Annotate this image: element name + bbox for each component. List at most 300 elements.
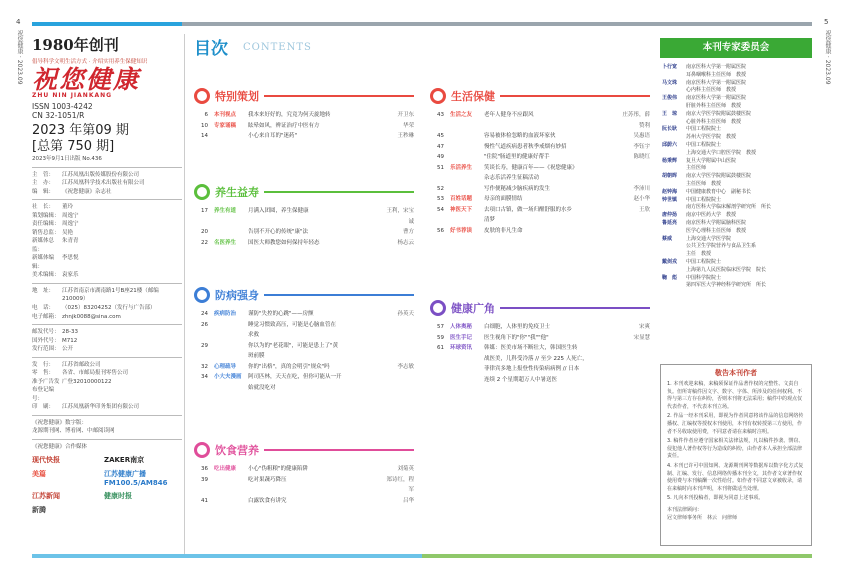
toc-title: 目次 (194, 39, 228, 59)
postal-codes (32, 328, 182, 354)
article-title-continued: 清梦 (484, 217, 496, 223)
article-row (194, 341, 414, 352)
article-page: 22 (201, 239, 208, 246)
article-title-continued: 斑前膜 (248, 353, 265, 359)
section-icon (430, 88, 446, 104)
bottom-bar-left (32, 554, 422, 558)
toc-subtitle: CONTENTS (243, 42, 312, 53)
article-row (430, 142, 650, 153)
info-key: 电子邮箱： (32, 313, 60, 320)
section-rule (264, 95, 414, 97)
expert-title: 医学心理科主任医师 教授 (686, 227, 747, 234)
expert-entry (662, 173, 812, 181)
article-author: 刘菊英 (397, 466, 414, 472)
article-column (450, 184, 484, 195)
distribution-info (32, 361, 182, 412)
toc-section (194, 285, 414, 393)
expert-title: 主任医师 (686, 165, 707, 172)
article-author-continued (384, 383, 414, 394)
expert-affiliation: 中国健康教育中心 副秘书长 (686, 188, 752, 195)
expert-entry (662, 142, 812, 150)
expert-committee-title: 本刊专家委员会 (660, 38, 812, 58)
expert-title: 心内科主任医师 教授 (686, 87, 737, 94)
section-rule (264, 294, 414, 296)
toc-section (430, 86, 650, 236)
info-key: 主 办： (32, 180, 55, 187)
expert-affiliation: 南京医科大学第一附属医院 (686, 64, 747, 70)
article-row-continued (430, 364, 650, 375)
expert-detail (662, 119, 812, 127)
article-row-continued (430, 375, 650, 386)
expert-detail (662, 228, 812, 236)
article-row (430, 194, 650, 205)
publish-date: 2023年9月1日出版 No.436 (32, 156, 102, 163)
article-row (194, 121, 414, 132)
magazine-logo: 祝您健康 (32, 65, 141, 94)
info-key: 新媒体总监： (32, 238, 55, 253)
info-key: 销售总监： (32, 229, 60, 236)
article-author: 李沛川 (633, 185, 650, 192)
masthead (32, 34, 182, 515)
article-row (430, 333, 650, 344)
info-row (32, 287, 182, 304)
article-author: 王欣 (638, 206, 650, 213)
article-title: 白细胞，人体里的免疫卫士 (484, 324, 551, 330)
article-author (620, 226, 650, 237)
expert-name: 蔡威 (662, 235, 673, 242)
article-title: "住院"肠道里的健康好帮手 (484, 154, 550, 160)
article-list (194, 309, 414, 393)
article-author (620, 343, 650, 354)
article-column: 吃出健康 (214, 466, 237, 472)
section-icon (430, 300, 446, 316)
article-column: 小大夫漫画 (214, 374, 242, 380)
article-page: 32 (201, 363, 208, 370)
article-author: 杨志云 (397, 239, 414, 246)
section-header (194, 440, 414, 460)
tagline: 倡导科学文明生活方式 · 介绍实用养生保健知识 (32, 59, 148, 65)
article-title: 医生视角下的"你""我""他" (484, 334, 549, 341)
expert-detail (662, 243, 812, 251)
info-key: 印 刷： (32, 404, 55, 411)
article-column: 人体奥秘 (450, 324, 473, 330)
expert-detail (662, 282, 812, 290)
expert-title: 第四军医大学神经科学研究所 所长 (686, 282, 767, 289)
info-value: M712 (62, 337, 78, 344)
article-page: 24 (201, 311, 208, 317)
info-row (32, 237, 182, 254)
article-column: 百姓话题 (450, 196, 473, 202)
info-value: 朱青青 (62, 238, 79, 245)
section-title: 特别策划 (215, 90, 259, 103)
expert-detail (662, 204, 812, 212)
article-column (214, 496, 248, 507)
info-row (32, 271, 182, 280)
bottom-bar-right (422, 554, 812, 558)
info-value: 吴艳 (62, 229, 74, 236)
issue-number: 2023 年第09 期 (32, 122, 129, 138)
article-title: 皮肤的非凡生命 (484, 227, 523, 234)
article-author (384, 341, 414, 352)
article-row (194, 372, 414, 383)
info-row (32, 203, 182, 212)
article-column: 生活之友 (450, 112, 473, 118)
expert-name: 马文珠 (662, 79, 678, 86)
info-value: 各省、市邮局报刊零售公司 (62, 370, 129, 377)
expert-affiliation: 中国工程院院士 (686, 196, 722, 203)
expert-entry (662, 158, 812, 166)
expert-name: 戴剑戎 (662, 258, 678, 265)
article-author: 李志敏 (397, 363, 414, 370)
media-logo: 新腾 (32, 506, 46, 515)
info-row (32, 254, 182, 271)
section-rule (500, 307, 650, 309)
expert-affiliation: 中国工程院院士 (686, 126, 722, 133)
info-value: 江苏凤凰出版传媒股份有限公司 (62, 171, 140, 178)
digital-label: 《祝您健康》数字版： (32, 419, 88, 426)
article-row (194, 206, 414, 227)
info-row (32, 229, 182, 238)
article-column (450, 152, 484, 163)
article-author-continued (384, 351, 414, 362)
expert-affiliation: 复旦大学附属中山医院 (686, 157, 737, 164)
article-title: 告别不开心的传统"康"法 (248, 229, 309, 235)
cn-number: CN 32-1051/R (32, 111, 85, 121)
info-value: 周逸宁 (62, 212, 79, 219)
expert-name: 鲁延亮 (662, 219, 678, 226)
expert-name: 赵钟海 (662, 188, 678, 195)
article-title: 我本来好好的，究竟为何天旋地转 (248, 112, 331, 118)
info-value: 28-33 (62, 329, 78, 336)
digital-platforms: 龙源期刊网、博看网、中邮阅读网 (32, 428, 115, 435)
article-author-continued (620, 215, 650, 226)
info-key: 电 话： (32, 304, 55, 311)
info-value: 江苏省南京市湖南路1号B座21楼（邮编210009） (62, 287, 159, 303)
expert-entry (662, 95, 812, 103)
info-key: 发行范围： (32, 346, 60, 353)
article-column: 专家诵稿 (214, 122, 237, 129)
article-row (430, 184, 650, 195)
article-row-continued (430, 354, 650, 365)
founded-year: 1980年创刊 (32, 36, 119, 54)
article-row-continued (194, 330, 414, 341)
expert-entry (662, 212, 812, 220)
notice-paragraph: 1. 本刊欢迎来稿，来稿须保证作品著作权的完整性、文责自负。但所寄稿件因文字、数字、字体、所涉及的任何权利、不得与第三方存在纠纷，否则本刊将无法采用；稿件中的观点仅代表作者，不代表本刊立场。 (667, 381, 803, 410)
article-row (194, 110, 414, 121)
info-row (32, 378, 182, 404)
section-header (194, 285, 414, 305)
article-column (214, 320, 248, 331)
article-page: 41 (201, 497, 208, 504)
info-row (32, 403, 182, 412)
article-author-continued (620, 364, 650, 375)
legal-advisor-label: 本刊法律顾问： (667, 506, 703, 513)
article-page: 29 (201, 342, 208, 349)
article-column (214, 227, 248, 238)
article-title: 你以为的"老花眼"，可能是患上了"黄 (248, 342, 339, 349)
article-row-continued (194, 383, 414, 394)
info-row (32, 171, 182, 180)
article-title: 阿司匹林，天天在吃，但你可能从一开 (248, 374, 342, 380)
article-author (384, 372, 414, 383)
expert-title: 主任 教授 (686, 251, 712, 258)
expert-title: 苏州大学医学院 教授 (686, 134, 737, 141)
article-column: 乐活养生 (450, 164, 473, 171)
article-title-continued: 求救 (248, 332, 260, 338)
section-header (194, 86, 414, 106)
article-title: 小心"伪粗粮"的健康陷阱 (248, 466, 309, 472)
article-title-continued: 战医美，儿科受冷落 // 至少 225 人死亡， (484, 355, 588, 362)
article-page: 57 (437, 324, 444, 330)
article-title: 去项口古镇，做一场归醒舒服的水乡 (484, 206, 573, 213)
author-notice-title: 敬告本刊作者 (715, 369, 757, 377)
expert-affiliation: 南京大学医学院附属鼓楼医院 (686, 110, 752, 117)
article-list (430, 110, 650, 236)
expert-affiliation: 南京大学医学院附属鼓楼医院 (686, 173, 752, 180)
media-logo: 江苏新闻 (32, 492, 60, 501)
expert-entry (662, 259, 812, 267)
article-author (384, 320, 414, 331)
notice-paragraph: 4. 本刊已许可中国知网、龙源期刊网等数据库以数字化方式复制、汇编、发行、信息网络传播本刊全文，其作者文章著作权使用费与本刊稿酬一次性给付。如作者不同意文章被收录，请在来稿时向本刊声明，本刊将做适当处理。 (667, 462, 804, 492)
info-value: zhnjk0088@sina.com (62, 313, 121, 320)
info-value: 江苏省邮政公司 (62, 361, 101, 368)
section-title: 健康广角 (451, 302, 495, 315)
expert-affiliation: 上海交通大学医学院 (686, 235, 732, 242)
article-row-continued (430, 173, 650, 184)
article-page: 61 (437, 345, 444, 351)
notice-paragraph: 3. 稿件作者应遵守国家相关法律法规，凡以稿件抄袭、剽窃、侵犯他人著作权等行为造成的纠纷，由作者本人承担全部法律责任。 (667, 438, 804, 460)
info-value: 李思悦 (62, 255, 79, 262)
expert-name: 卜行宽 (662, 64, 678, 70)
article-author: 孙英天 (397, 311, 414, 317)
expert-name: 王俊伟 (662, 95, 678, 102)
article-author: 华荣 (402, 122, 414, 129)
article-author-continued (620, 354, 650, 365)
info-row (32, 337, 182, 346)
article-column: 疾病防治 (214, 311, 237, 317)
article-author: 郑诗红，程军 (386, 476, 414, 493)
expert-entry (662, 126, 812, 134)
sponsor-info (32, 171, 182, 197)
total-issue: [总第 750 期] (32, 139, 115, 154)
article-title-continued: 杂志乐活养生征稿活动 (484, 175, 540, 181)
article-column: 名医养生 (214, 239, 237, 246)
article-page: 59 (437, 334, 444, 341)
article-title: 老年人健身不应跟风 (484, 112, 534, 118)
article-row (430, 226, 650, 237)
info-row (32, 345, 182, 354)
media-logo: ZAKER南京 (104, 456, 145, 465)
article-title-continued: 菲律宾多地上报登性传染病病例 // 日本 (484, 366, 580, 372)
article-title: 吃对果蔬巧降压 (248, 476, 287, 483)
article-page: 56 (437, 227, 444, 234)
article-page: 34 (201, 374, 208, 380)
article-page: 43 (437, 112, 444, 118)
article-author (620, 163, 650, 174)
info-value: 广登32010000122 (62, 378, 112, 385)
media-logo: 健康时报 (104, 492, 132, 501)
top-bar-left (32, 22, 182, 26)
expert-name: 钟世镇 (662, 196, 678, 203)
expert-affiliation: 南京医科大学第一附属医院 (686, 79, 747, 86)
section-title: 防病强身 (215, 289, 259, 302)
info-row (32, 304, 182, 313)
article-list (430, 322, 650, 385)
info-key: 编 辑： (32, 188, 55, 195)
info-row (32, 313, 182, 322)
section-header (430, 298, 650, 318)
expert-title: 公共卫生学院营养与食品卫生系 (686, 243, 757, 250)
info-key: 准予广告发布登记编号： (32, 378, 60, 402)
article-page: 54 (437, 206, 444, 213)
article-column: 医生手记 (450, 334, 473, 341)
article-author: 王利，宋宝诚 (386, 208, 414, 225)
expert-entry (662, 64, 812, 72)
expert-entry (662, 111, 812, 119)
info-row (32, 188, 182, 197)
info-row (32, 220, 182, 229)
info-row (32, 328, 182, 337)
article-title: 容易被体检忽略的血液坏家伙 (484, 133, 556, 139)
article-title: 国医大师教您如何保持年轻态 (248, 239, 320, 246)
article-author: 开卫东 (397, 112, 414, 118)
info-value: 《祝您健康》杂志社 (62, 188, 112, 195)
info-value: 周逸宁 (62, 221, 79, 228)
article-column (450, 142, 484, 153)
article-author: 吕华 (402, 497, 414, 504)
expert-name: 邱蔚六 (662, 141, 678, 148)
article-row (430, 152, 650, 163)
article-page: 6 (204, 112, 208, 118)
section-rule (500, 95, 650, 97)
section-rule (264, 191, 414, 193)
media-logo: 现代快报 (32, 456, 60, 465)
article-column (214, 475, 248, 496)
media-logo: 美篇 (32, 470, 46, 479)
issn: ISSN 1003-4242 (32, 102, 93, 111)
info-value: （025）83204252（发行与广告部） (62, 304, 156, 311)
info-row (32, 179, 182, 188)
info-key: 新媒体编辑： (32, 255, 55, 270)
partner-media-logos (32, 455, 182, 515)
article-title-continued: 始就没吃对 (248, 384, 276, 391)
article-row (430, 163, 650, 174)
info-value: 袁家乐 (62, 272, 79, 279)
info-key: 零 售： (32, 370, 55, 377)
expert-affiliation: 中国工程院院士 (686, 258, 722, 265)
article-page: 36 (201, 466, 208, 472)
section-rule (264, 449, 414, 451)
article-column: 养生有道 (214, 208, 237, 214)
media-logo: 江苏健康广播 FM100.5/AM846 (104, 470, 168, 488)
article-row (194, 131, 414, 142)
expert-detail (662, 103, 812, 111)
expert-detail (662, 267, 812, 275)
article-page: 52 (437, 185, 444, 192)
article-title: 慢性气道疾病患者秋季戒烟有妙招 (484, 143, 567, 150)
article-page: 39 (201, 476, 208, 483)
article-page: 10 (201, 122, 208, 129)
article-column: 神医天下 (450, 206, 473, 213)
article-row (430, 205, 650, 216)
info-key: 策划编辑： (32, 212, 60, 219)
article-title: 睡觉习惯致高压，可能是心脑血管在 (248, 321, 337, 328)
article-row (430, 322, 650, 333)
staff-info (32, 203, 182, 280)
article-title: 小心来自耳的"迷药" (248, 133, 298, 139)
expert-title: 上海第九人民医院临床医学院 院长 (686, 266, 767, 273)
article-author: 曹方 (402, 229, 414, 235)
article-title: 眩晕如风，辨证治疗中医有方 (248, 122, 320, 129)
article-page: 14 (201, 133, 208, 139)
expert-title: 南方医科大学临床解剖学研究所 所长 (686, 204, 772, 211)
expert-affiliation: 南京中医药大学 教授 (686, 212, 737, 219)
article-author: 王秒琳 (397, 133, 414, 139)
article-row-continued (194, 351, 414, 362)
section-title: 饮食营养 (215, 444, 259, 457)
info-key: 国外代号： (32, 337, 60, 344)
article-row (430, 110, 650, 131)
article-column (214, 341, 248, 352)
expert-name: 王 琼 (662, 110, 678, 117)
article-author: 赵小华 (633, 196, 650, 202)
expert-title: 耳鼻咽喉科主任医师 教授 (686, 71, 747, 78)
info-key: 社 长： (32, 204, 55, 211)
info-key: 美术编辑： (32, 272, 60, 279)
expert-detail (662, 72, 812, 80)
magazine-pinyin: ZHU NIN JIANKANG (32, 92, 113, 99)
article-author: 李钰宇 (633, 143, 650, 150)
section-header (194, 182, 414, 202)
article-list (194, 206, 414, 248)
article-row-continued (430, 215, 650, 226)
article-page: 47 (437, 143, 444, 150)
notice-paragraph: 2. 作品一经本刊采用，即视为作者同意将该作品的信息网络传播权、汇编权等授权本刊使用，本刊有权转授第三方使用，作者不另收取使用费，不同意者请在来稿时注明。 (667, 413, 804, 435)
article-list (194, 110, 414, 142)
article-author-continued (620, 173, 650, 184)
article-page: 26 (201, 321, 208, 328)
article-column: 心理疏导 (214, 363, 237, 370)
article-title: 笑谈长寿，健康百年——《祝您健康》 (484, 164, 578, 171)
toc-section (194, 86, 414, 142)
info-key: 地 址： (32, 287, 55, 294)
info-value: 江苏凤凰新华印务集团有限公司 (62, 404, 140, 411)
article-row (194, 238, 414, 249)
info-value: 董玲 (62, 204, 74, 211)
expert-title: 肝脏外科主任医师 教授 (686, 102, 742, 109)
expert-affiliation: 南京医科大学第一附属医院 (686, 95, 747, 102)
expert-title: 心脏外科主任医师 教授 (686, 118, 742, 125)
article-title: 你的"出格"，真的会明引"规众"吗 (248, 363, 330, 370)
column-divider (184, 34, 185, 554)
article-title: 谨防"失控的心跳"——房颤 (248, 311, 314, 317)
article-page: 45 (437, 133, 444, 139)
article-column: 环球资讯 (450, 345, 473, 351)
expert-name: 唐仲扬 (662, 212, 678, 219)
expert-name: 鞠 彪 (662, 274, 678, 281)
article-page: 49 (437, 154, 444, 160)
article-list (194, 464, 414, 506)
expert-detail (662, 251, 812, 259)
expert-committee (660, 38, 812, 290)
vertical-title-left: 祝您健康 · 2023.09 (16, 30, 23, 85)
toc-section (430, 298, 650, 385)
vertical-title-right: 祝您健康 · 2023.09 (824, 30, 831, 85)
article-author: 宋爽 (638, 324, 650, 330)
info-value: 江苏凤凰科学技术出版社有限公司 (62, 180, 145, 187)
expert-name: 阮长耿 (662, 126, 678, 133)
info-key: 发 行： (32, 361, 55, 368)
